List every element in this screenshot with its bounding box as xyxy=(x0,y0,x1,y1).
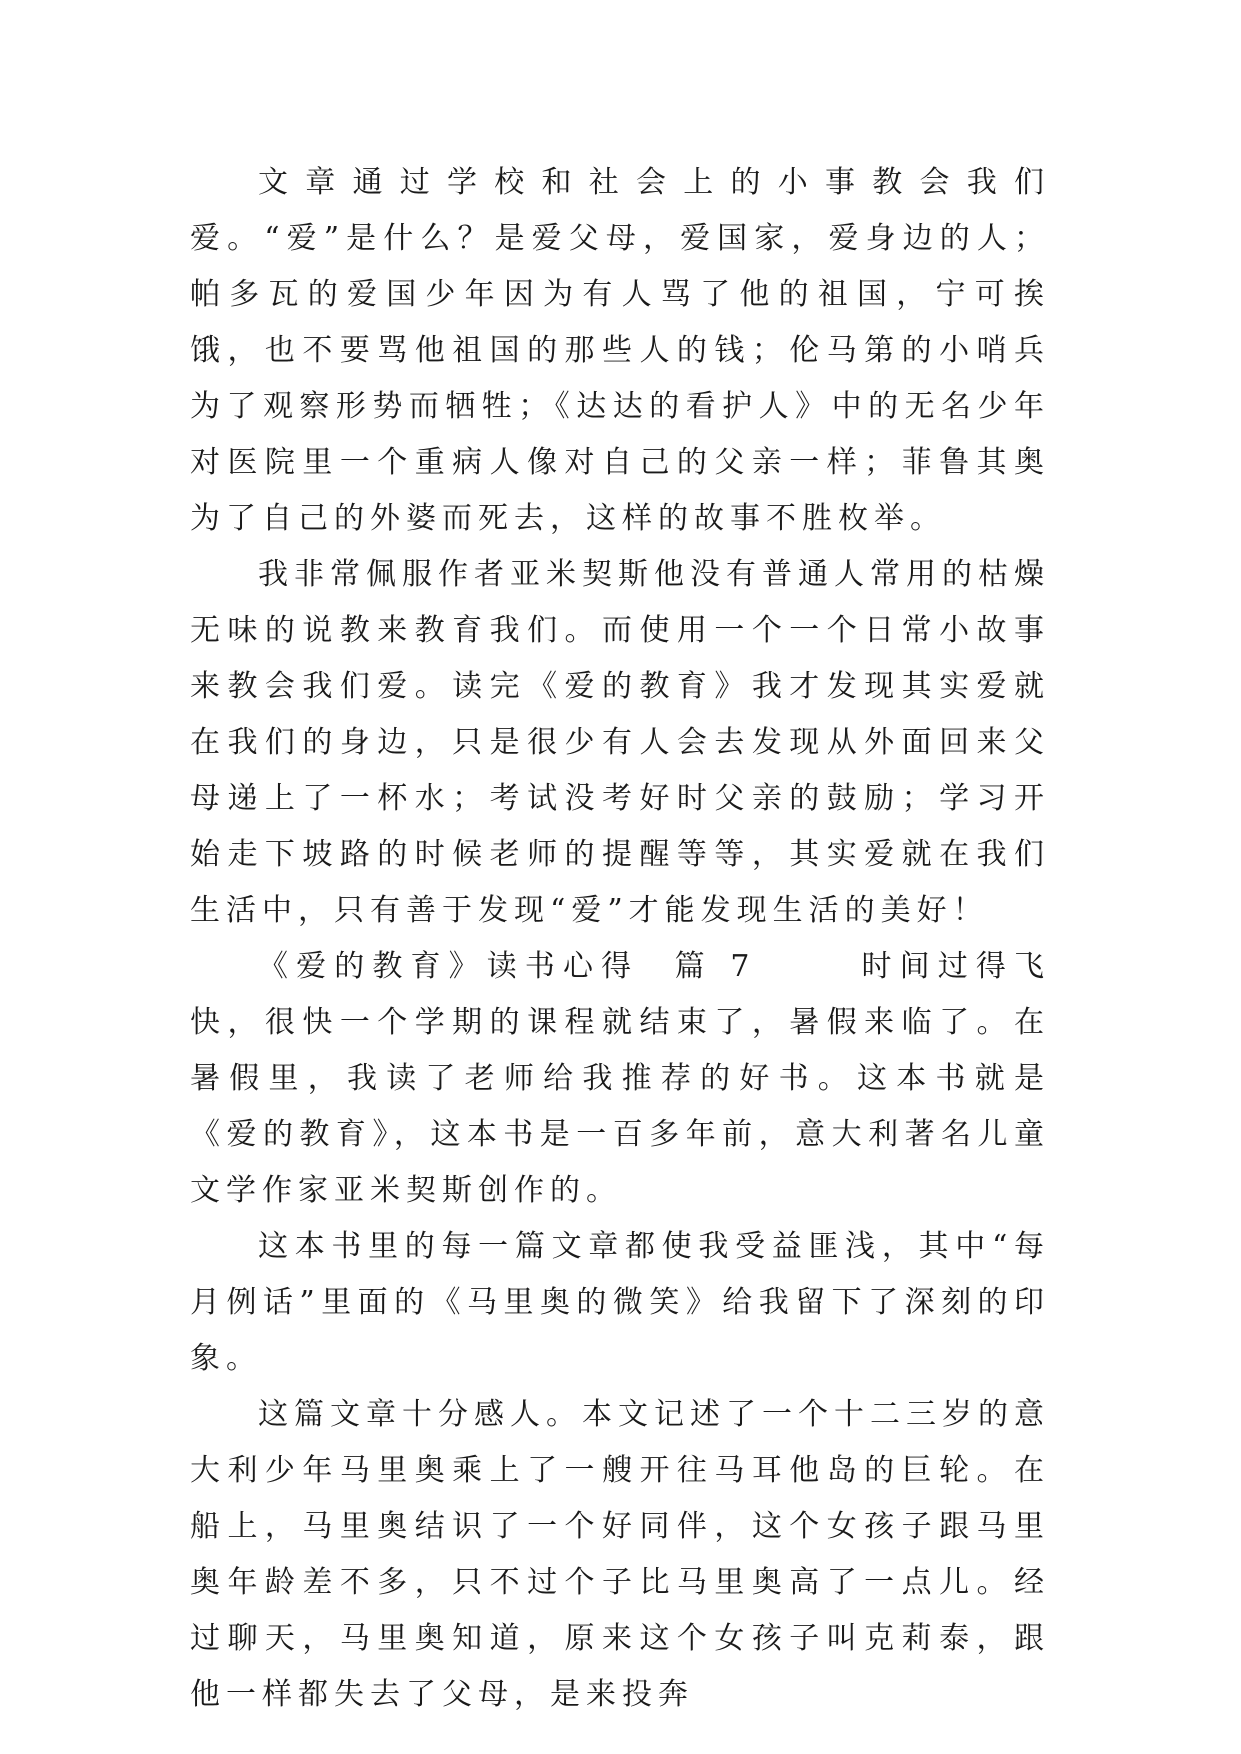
paragraph: 《爱的教育》读书心得 篇 7 时间过得飞快，很快一个学期的课程就结束了，暑假来临了。在暑假里，我读了老师给我推荐的好书。这本书就是《爱的教育》，这本书是一百多年前，意大利著名儿童文学作家亚米契斯创作的。 xyxy=(190,949,1050,1208)
paragraph: 这本书里的每一篇文章都使我受益匪浅，其中“每月例话”里面的《马里奥的微笑》给我留下了深刻的印象。 xyxy=(190,1229,1050,1376)
paragraph: 文章通过学校和社会上的小事教会我们爱。“爱”是什么？是爱父母，爱国家，爱身边的人；帕多瓦的爱国少年因为有人骂了他的祖国，宁可挨饿，也不要骂他祖国的那些人的钱；伦马第的小哨兵为了观察形势而牺牲；《达达的看护人》中的无名少年对医院里一个重病人像对自己的父亲一样；菲鲁其奥为了自己的外婆而死去，这样的故事不胜枚举。 xyxy=(190,165,1050,536)
paragraph: 我非常佩服作者亚米契斯他没有普通人常用的枯燥无味的说教来教育我们。而使用一个一个日常小故事来教会我们爱。读完《爱的教育》我才发现其实爱就在我们的身边，只是很少有人会去发现从外面回来父母递上了一杯水；考试没考好时父亲的鼓励；学习开始走下坡路的时候老师的提醒等等，其实爱就在我们生活中，只有善于发现“爱”才能发现生活的美好！ xyxy=(190,557,1050,928)
document-body xyxy=(190,155,1050,1723)
paragraph: 这篇文章十分感人。本文记述了一个十二三岁的意大利少年马里奥乘上了一艘开往马耳他岛的巨轮。在船上，马里奥结识了一个好同伴，这个女孩子跟马里奥年龄差不多，只不过个子比马里奥高了一点儿。经过聊天，马里奥知道，原来这个女孩子叫克莉泰，跟他一样都失去了父母，是来投奔 xyxy=(190,1397,1050,1712)
